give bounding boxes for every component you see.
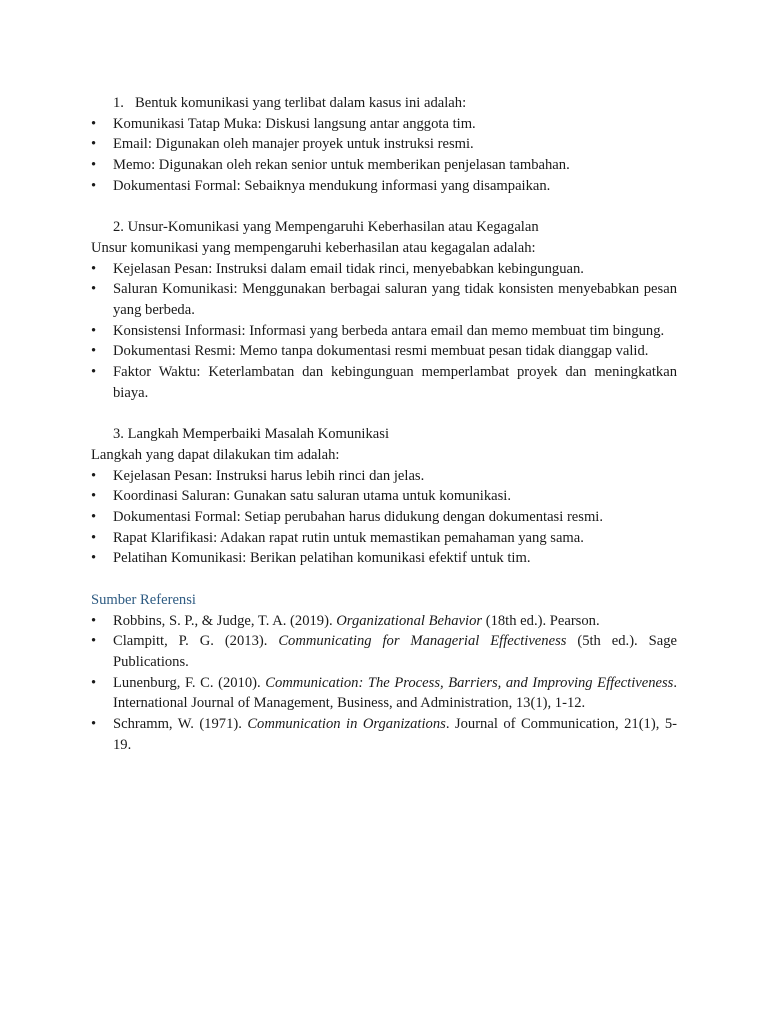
bullet-icon: • [91, 488, 97, 505]
reference-author: Clampitt, P. G. (2013). [113, 633, 279, 650]
bullet-icon: • [91, 716, 97, 733]
bullet-icon: • [91, 612, 97, 629]
bullet-icon: • [91, 467, 97, 484]
section-2-list [91, 259, 677, 404]
list-item-text: Kejelasan Pesan: Instruksi dalam email tidak rinci, menyebabkan kebingunguan. [113, 260, 584, 277]
bullet-icon: • [91, 177, 97, 194]
bullet-icon: • [91, 322, 97, 339]
section-1-heading [91, 93, 677, 114]
list-item-text: Dokumentasi Formal: Sebaiknya mendukung informasi yang disampaikan. [113, 177, 551, 194]
section-1-number: 1. [113, 95, 124, 111]
reference-title: Communication in Organizations [247, 716, 446, 733]
reference-author: Schramm, W. (1971). [113, 716, 248, 733]
reference-title: Organizational Behavior [336, 612, 483, 629]
list-item [91, 362, 677, 403]
list-item [91, 321, 677, 342]
section-1-list [91, 114, 677, 197]
section-3-heading: 3. Langkah Memperbaiki Masalah Komunikasi [113, 426, 389, 443]
reference-source: . Journal of Communication, 21(1), 5-19. [113, 716, 677, 753]
list-item-text: Dokumentasi Formal: Setiap perubahan harus didukung dengan dokumentasi resmi. [113, 509, 604, 526]
list-item-text: Pelatihan Komunikasi: Berikan pelatihan komunikasi efektif untuk tim. [113, 550, 531, 567]
bullet-icon: • [91, 281, 97, 298]
list-item [91, 341, 677, 362]
list-item-text: Komunikasi Tatap Muka: Diskusi langsung antar anggota tim. [113, 115, 476, 132]
reference-author: Robbins, S. P., & Judge, T. A. (2019). [113, 612, 337, 629]
spacer [91, 404, 677, 425]
list-item-text: Memo: Digunakan oleh rekan senior untuk memberikan penjelasan tambahan. [113, 157, 570, 174]
bullet-icon: • [91, 136, 97, 153]
bullet-icon: • [91, 550, 97, 567]
reference-source: (5th ed.). Sage Publications. [113, 633, 677, 670]
spacer [91, 197, 677, 218]
section-2-intro: Unsur komunikasi yang mempengaruhi keberhasilan atau kegagalan adalah: [91, 239, 536, 256]
reference-source: (18th ed.). Pearson. [482, 612, 600, 629]
section-3-list [91, 466, 677, 570]
bullet-icon: • [91, 260, 97, 277]
list-item [91, 466, 677, 487]
list-item-text: Rapat Klarifikasi: Adakan rapat rutin untuk memastikan pemahaman yang sama. [113, 529, 584, 546]
references-list [91, 611, 677, 756]
list-item-text: Saluran Komunikasi: Menggunakan berbagai saluran yang tidak konsisten menyebabkan pesan yang berbeda. [113, 281, 677, 319]
section-2-heading: 2. Unsur-Komunikasi yang Mempengaruhi Keberhasilan atau Kegagalan [113, 219, 539, 236]
reference-item [91, 611, 677, 632]
bullet-icon: • [91, 157, 97, 174]
list-item [91, 528, 677, 549]
reference-item [91, 673, 677, 714]
list-item-text: Konsistensi Informasi: Informasi yang berbeda antara email dan memo membuat tim bingung. [113, 322, 665, 339]
list-item [91, 548, 677, 569]
list-item-text: Kejelasan Pesan: Instruksi harus lebih rinci dan jelas. [113, 467, 425, 484]
bullet-icon: • [91, 674, 97, 691]
reference-item [91, 714, 677, 755]
section-3-intro: Langkah yang dapat dilakukan tim adalah: [91, 446, 340, 463]
document-page [91, 93, 677, 755]
bullet-icon: • [91, 364, 97, 381]
list-item [91, 259, 677, 280]
list-item-text: Dokumentasi Resmi: Memo tanpa dokumentasi resmi membuat pesan tidak dianggap valid. [113, 343, 649, 360]
reference-author: Lunenburg, F. C. (2010). [113, 674, 266, 691]
list-item [91, 279, 677, 320]
list-item-text: Email: Digunakan oleh manajer proyek untuk instruksi resmi. [113, 136, 474, 153]
list-item [91, 134, 677, 155]
bullet-icon: • [91, 509, 97, 526]
list-item [91, 176, 677, 197]
spacer [91, 569, 677, 590]
bullet-icon: • [91, 633, 97, 650]
reference-item [91, 631, 677, 672]
section-1-heading-text: Bentuk komunikasi yang terlibat dalam kasus ini adalah: [135, 95, 467, 111]
reference-title: Communication: The Process, Barriers, and Improving Effectiveness [265, 674, 674, 691]
list-item [91, 155, 677, 176]
bullet-icon: • [91, 115, 97, 132]
list-item-text: Faktor Waktu: Keterlambatan dan kebingunguan memperlambat proyek dan meningkatkan biaya. [113, 364, 677, 401]
list-item [91, 507, 677, 528]
reference-title: Communicating for Managerial Effectiveness [278, 633, 567, 650]
reference-source: . International Journal of Management, Business, and Administration, 13(1), 1-12. [113, 674, 677, 712]
list-item [91, 486, 677, 507]
list-item [91, 114, 677, 135]
bullet-icon: • [91, 343, 97, 360]
bullet-icon: • [91, 529, 97, 546]
list-item-text: Koordinasi Saluran: Gunakan satu saluran utama untuk komunikasi. [113, 488, 512, 505]
references-heading: Sumber Referensi [91, 591, 196, 608]
